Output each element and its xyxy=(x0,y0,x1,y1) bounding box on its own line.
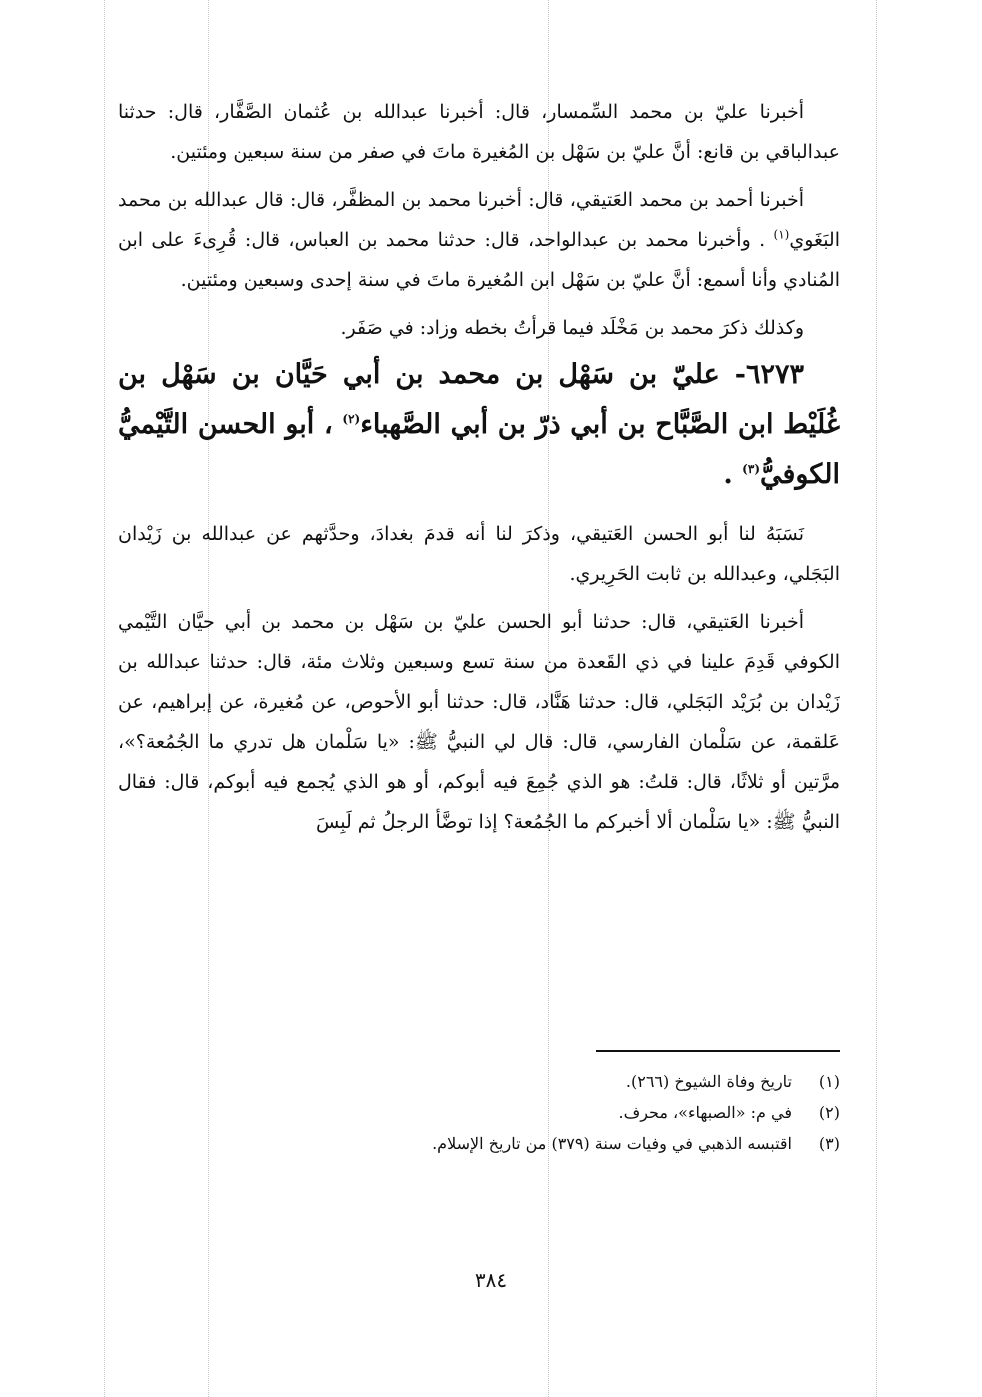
paragraph: أخبرنا عليّ بن محمد السِّمسار، قال: أخبرنا عبدالله بن عُثمان الصَّفَّار، قال: حدثنا عبدالباقي بن قانع: أنَّ عليّ بن سَهْل بن المُغيرة ماتَ في صفر من سنة سبعين ومئتين. xyxy=(118,101,840,163)
entry-heading-text: . xyxy=(723,459,733,490)
footnote-text: اقتبسه الذهبي في وفيات سنة (٣٧٩) من تاريخ الإسلام. xyxy=(432,1134,792,1153)
footnote-number: (٢) xyxy=(818,1103,840,1122)
paragraph-text: أخبرنا أحمد بن محمد العَتيقي، قال: أخبرنا محمد بن المظفَّر، قال: قال عبدالله بن محمد البَغَوي xyxy=(118,189,840,251)
footnote-marker: (٣) xyxy=(742,462,760,476)
page-number: ٣٨٤ xyxy=(474,1268,508,1292)
scan-guide-line xyxy=(104,0,105,1397)
footnote-text: في م: «الصبهاء»، محرف. xyxy=(618,1103,792,1122)
paragraph: وكذلك ذكرَ محمد بن مَخْلَد فيما قرأتُ بخطه وزاد: في صَفَر. xyxy=(340,317,804,339)
paragraph: نَسَبَهُ لنا أبو الحسن العَتيقي، وذكرَ لنا أنه قدمَ بغدادَ، وحدَّثهم عن عبدالله بن زَيْدان البَجَلي، وعبدالله بن ثابت الحَرِيري. xyxy=(118,523,840,585)
main-text xyxy=(118,92,840,842)
footnote xyxy=(118,1097,840,1128)
biography-entry-heading xyxy=(118,350,840,500)
entry-heading-text: ٦٢٧٣- عليّ بن سَهْل بن محمد بن أبي حَيَّان بن سَهْل بن غُلَيْط ابن الصَّبَّاح بن أبي ذرّ بن أبي الصَّهباء xyxy=(118,359,840,440)
footnote-number: (٣) xyxy=(818,1134,840,1153)
paragraph-text: . وأخبرنا محمد بن عبدالواحد، قال: حدثنا محمد بن العباس، قال: قُرِىءَ على ابن المُنادي وأنا أسمع: أنَّ عليّ بن سَهْل ابن المُغيرة ماتَ في سنة إحدى وسبعين ومئتين. xyxy=(118,229,840,291)
paragraph xyxy=(118,180,840,300)
footnote-number: (١) xyxy=(818,1072,840,1091)
scan-guide-line xyxy=(876,0,877,1397)
footnote-marker: (١) xyxy=(773,227,790,242)
paragraph: أخبرنا العَتيقي، قال: حدثنا أبو الحسن عليّ بن سَهْل بن محمد بن أبي حيَّان التَّيْمي الكوفي قَدِمَ علينا في ذي القَعدة من سنة تسع وسبعين وثلاث مئة، قال: حدثنا عبدالله بن زَيْدان بن بُرَيْد البَجَلي، قال: حدثنا هَنَّاد، قال: حدثنا أبو الأحوص، عن مُغيرة، عن إبراهيم، عن عَلقمة، عن سَلْمان الفارسي، قال: قال لي النبيُّ ﷺ: «يا سَلْمان هل تدري ما الجُمُعة؟»، مرَّتين أو ثلاثًا، قال: قلتُ: هو الذي جُمِعَ فيه أبوكم، أو هو الذي يُجمع فيه أبوكم، قال: فقال النبيُّ ﷺ: «يا سَلْمان ألا أخبركم ما الجُمُعة؟ إذا توضَّأ الرجلُ ثم لَبِسَ xyxy=(118,611,840,833)
footnote-text: تاريخ وفاة الشيوخ (٢٦٦). xyxy=(625,1072,792,1091)
entry-heading-text: ، أبو الحسن التَّيْميُّ الكوفيُّ xyxy=(118,409,840,490)
footnote xyxy=(118,1128,840,1159)
footnote-separator xyxy=(596,1050,840,1052)
footnote xyxy=(118,1066,840,1097)
footnotes xyxy=(118,1066,840,1159)
footnote-marker: (٢) xyxy=(342,412,361,426)
